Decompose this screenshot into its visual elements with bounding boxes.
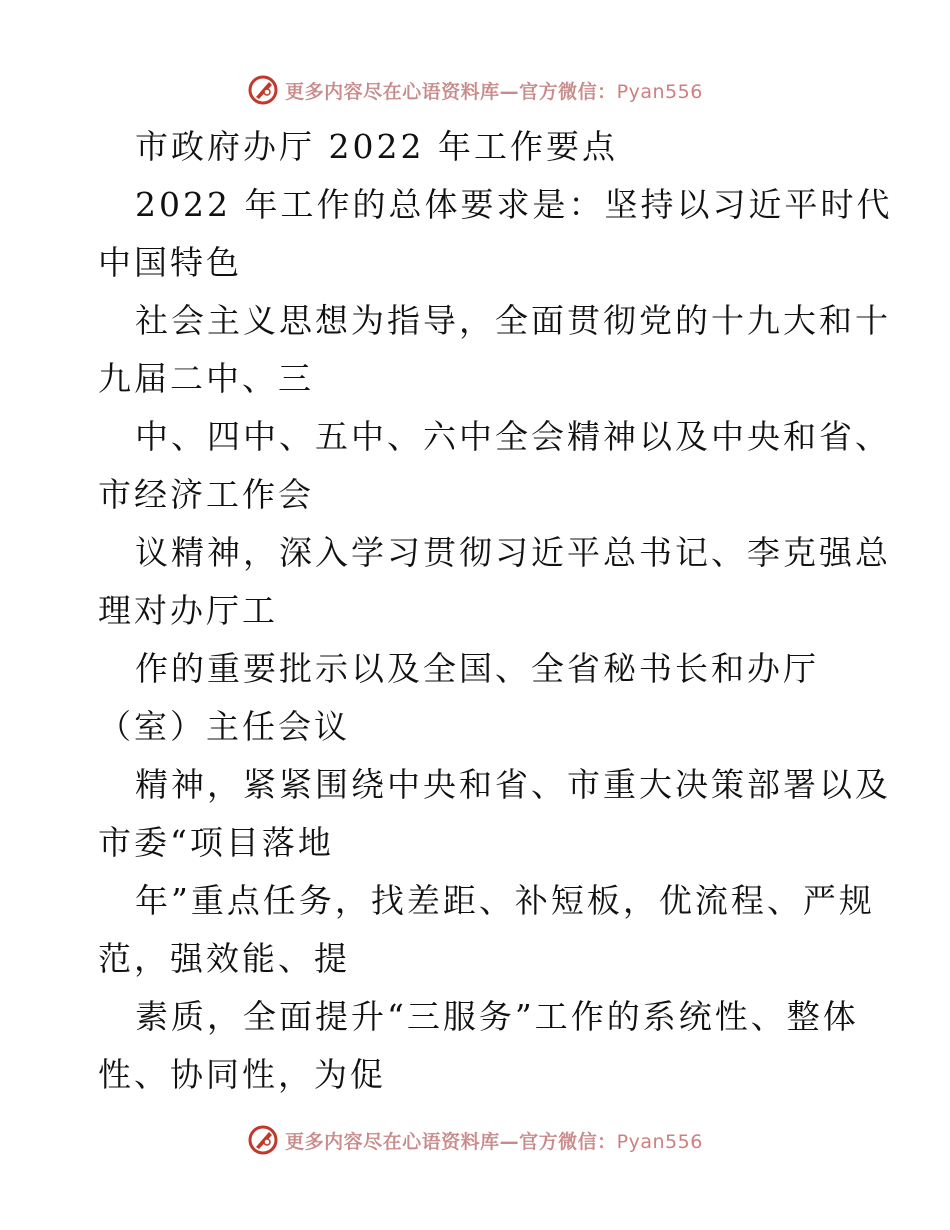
watermark-wechat-id: Pyan556	[616, 1130, 703, 1153]
text-line: 年”重点任务，找差距、补短板，优流程、严规	[135, 881, 875, 920]
text-line: 作的重要批示以及全国、全省秘书长和办厅	[135, 649, 819, 688]
text-line: 性、协同性，为促	[98, 1055, 386, 1094]
text-line: （室）主任会议	[98, 707, 350, 746]
text-line: 素质，全面提升“三服务”工作的系统性、整体	[135, 997, 859, 1036]
text-line: 议精神，深入学习贯彻习近平总书记、李克强总	[135, 533, 891, 572]
text-line: 中、四中、五中、六中全会精神以及中央和省、	[135, 417, 891, 456]
watermark-text: 更多内容尽在心语资料库—官方微信：Pyan556	[285, 80, 703, 103]
text-line: 精神，紧紧围绕中央和省、市重大决策部署以及	[135, 765, 891, 804]
document-title: 市政府办厅 2022 年工作要点	[135, 127, 618, 166]
text-line: 社会主义思想为指导，全面贯彻党的十九大和十	[135, 301, 891, 340]
text-line: 中国特色	[98, 243, 242, 282]
text-line: 范，强效能、提	[98, 939, 350, 978]
text-line: 市委“项目落地	[98, 823, 334, 862]
document-body	[98, 118, 893, 1104]
watermark-wechat-id: Pyan556	[616, 80, 703, 103]
pen-logo-icon	[247, 74, 279, 106]
pen-logo-icon	[247, 1124, 279, 1156]
text-line: 理对办厅工	[98, 591, 278, 630]
header-watermark	[0, 70, 950, 110]
text-line: 2022 年工作的总体要求是：坚持以习近平时代	[135, 185, 893, 224]
text-line: 市经济工作会	[98, 475, 314, 514]
watermark-text: 更多内容尽在心语资料库—官方微信：Pyan556	[285, 1130, 703, 1153]
text-line: 九届二中、三	[98, 359, 314, 398]
footer-watermark	[0, 1120, 950, 1160]
